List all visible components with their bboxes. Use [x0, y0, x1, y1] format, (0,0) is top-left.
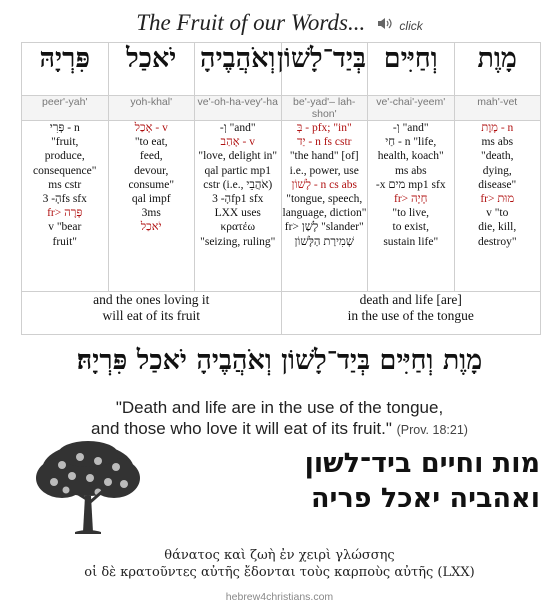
gloss-line: "seizing, ruling" — [200, 235, 276, 248]
gloss-line: -וְ "and" — [219, 122, 256, 134]
gloss-line: feed, — [139, 150, 163, 163]
gloss-line: destroy" — [477, 235, 517, 248]
gloss-line: הָ- 3fs sfx — [42, 193, 87, 206]
click-link[interactable]: click — [399, 19, 423, 33]
gloss-line: to exist, — [392, 221, 429, 234]
greek-line: οἱ δὲ κρατοῦντες αὐτῆς ἔδονται τοὺς καρποὺς αὐτῆς (LXX) — [84, 565, 475, 580]
gloss-line: language, diction" — [282, 207, 367, 220]
gloss-line: הָ- 3fp1 sfx — [212, 193, 264, 206]
word-hebrew: מָוֶת — [454, 43, 541, 96]
word-gloss — [108, 121, 195, 292]
greek-line: θάνατος καὶ ζωὴ ἐν χειρὶ γλώσσης — [164, 548, 395, 563]
word-gloss — [22, 121, 109, 292]
gloss-line: יֹאכַל — [140, 221, 162, 234]
word-hebrew: בְּיַד־לָשׁוֹן — [281, 43, 368, 96]
gloss-line: consume" — [128, 178, 175, 191]
gloss-line: qal partic mp1 — [204, 164, 271, 177]
title-text: The Fruit of our Words... — [136, 10, 366, 35]
word-hebrew: יֹאכַל — [108, 43, 195, 96]
speaker-icon[interactable] — [376, 17, 394, 33]
modern-hebrew-line: מות וחיים ביד־לשון — [304, 448, 540, 479]
english-line-1: "Death and life are in the use of the tongue, — [115, 398, 444, 417]
gloss-line: פְּרִי - n — [49, 122, 80, 134]
word-gloss — [281, 121, 368, 292]
gloss-line: i.e., power, use — [289, 164, 359, 177]
english-verse — [0, 397, 559, 441]
word-translit: ve'-oh-ha-vey'-ha — [195, 96, 282, 121]
gloss-line: LXX uses — [214, 207, 261, 220]
word-translit: yoh-khal' — [108, 96, 195, 121]
gloss-line: מָוֶת - n — [481, 122, 514, 134]
gloss-line: produce, — [44, 150, 85, 163]
gloss-line: חַי - n "life, — [385, 136, 437, 149]
tree-icon — [32, 440, 144, 546]
gloss-line: אָהַב - v — [220, 136, 255, 149]
gloss-line: "to live, — [392, 207, 430, 220]
gloss-line: fr> מוּת — [480, 193, 515, 206]
gloss-line: "fruit, — [51, 136, 79, 149]
gloss-line: אָכַל - v — [134, 122, 168, 134]
translation-line: will eat of its fruit — [102, 308, 200, 323]
word-hebrew: פִּרְיָהּ — [22, 43, 109, 96]
translation-line: and the ones loving it — [93, 292, 210, 307]
gloss-line: יַד - n fs cstr — [296, 136, 352, 149]
translation-line: in the use of the tongue — [347, 308, 474, 323]
gloss-line: dying, — [482, 164, 512, 177]
gloss-line: qal impf — [131, 193, 171, 206]
word-translit: be'-yad'– lah-shon' — [281, 96, 368, 121]
gloss-line: cstr (i.e., אֹהֲבֵי) — [203, 178, 273, 191]
gloss-line: לָשׁוֹן - n cs abs — [291, 178, 357, 191]
gloss-line: die, kill, — [478, 221, 517, 234]
modern-hebrew — [185, 446, 540, 516]
word-hebrew: וְחַיִּים — [368, 43, 455, 96]
site-footer[interactable]: hebrew4christians.com — [225, 591, 334, 603]
gloss-line: κρατέω — [220, 221, 256, 234]
gloss-line: devour, — [134, 164, 169, 177]
verse-hebrew: מָוֶת וְחַיִּים בְּיַד־לָשׁוֹן וְאֹהֲבֶיהָ יֹאכַל פִּרְיָהּ׃ — [76, 345, 483, 376]
gloss-line: fruit" — [52, 235, 77, 248]
word-hebrew: וְאֹהֲבֶיהָ — [195, 43, 282, 96]
word-gloss — [368, 121, 455, 292]
page-title — [0, 10, 559, 36]
gloss-line: fr> פָּרָה — [47, 207, 83, 220]
modern-hebrew-line: ואהביה יאכל פריה — [311, 483, 540, 514]
gloss-line: fr> חָיָה — [394, 193, 428, 206]
word-table — [21, 42, 541, 335]
hebrew-row — [22, 43, 541, 96]
gloss-line: "love, delight in" — [198, 150, 278, 163]
verse-reference: (Prov. 18:21) — [396, 423, 468, 437]
translation-row — [22, 292, 541, 335]
gloss-line: ms cstr — [48, 178, 82, 191]
gloss-line: "the hand" [of] — [289, 150, 359, 163]
gloss-line: "to eat, — [134, 136, 168, 149]
gloss-line: בְּ - pfx; "in" — [296, 122, 352, 134]
gloss-line: v "to — [486, 207, 509, 220]
gloss-line: ms abs — [394, 164, 427, 177]
gloss-line: consequence" — [33, 164, 97, 177]
gloss-line: ms abs — [481, 136, 514, 149]
translation-right — [281, 292, 541, 335]
gloss-line: v "bear — [48, 221, 82, 234]
english-line-2 — [0, 418, 559, 441]
translation-line: death and life [are] — [359, 292, 462, 307]
word-translit: mah'-vet — [454, 96, 541, 121]
gloss-line: שְׁמִירַת הַלָּשׁוֹן — [294, 235, 355, 248]
gloss-line: disease" — [478, 178, 517, 191]
translit-row — [22, 96, 541, 121]
greek-lxx — [0, 547, 559, 581]
gloss-line: -וְ "and" — [392, 122, 429, 134]
word-translit: ve'-chai'-yeem' — [368, 96, 455, 121]
gloss-line: sustain life" — [383, 235, 439, 248]
gloss-line: health, koach" — [377, 150, 444, 163]
gloss-row — [22, 121, 541, 292]
gloss-line: "death, — [481, 150, 514, 163]
gloss-line: "tongue, speech, — [286, 193, 363, 206]
word-gloss — [195, 121, 282, 292]
word-translit: peer'-yah' — [22, 96, 109, 121]
gloss-line: 3ms — [141, 207, 161, 220]
translation-left — [22, 292, 282, 335]
gloss-line: -x מים mp1 sfx — [375, 178, 446, 191]
word-gloss — [454, 121, 541, 292]
gloss-line: fr> לָשַׁן "slander" — [284, 221, 364, 234]
english-line-2-text: and those who love it will eat of its fruit." — [91, 419, 392, 438]
